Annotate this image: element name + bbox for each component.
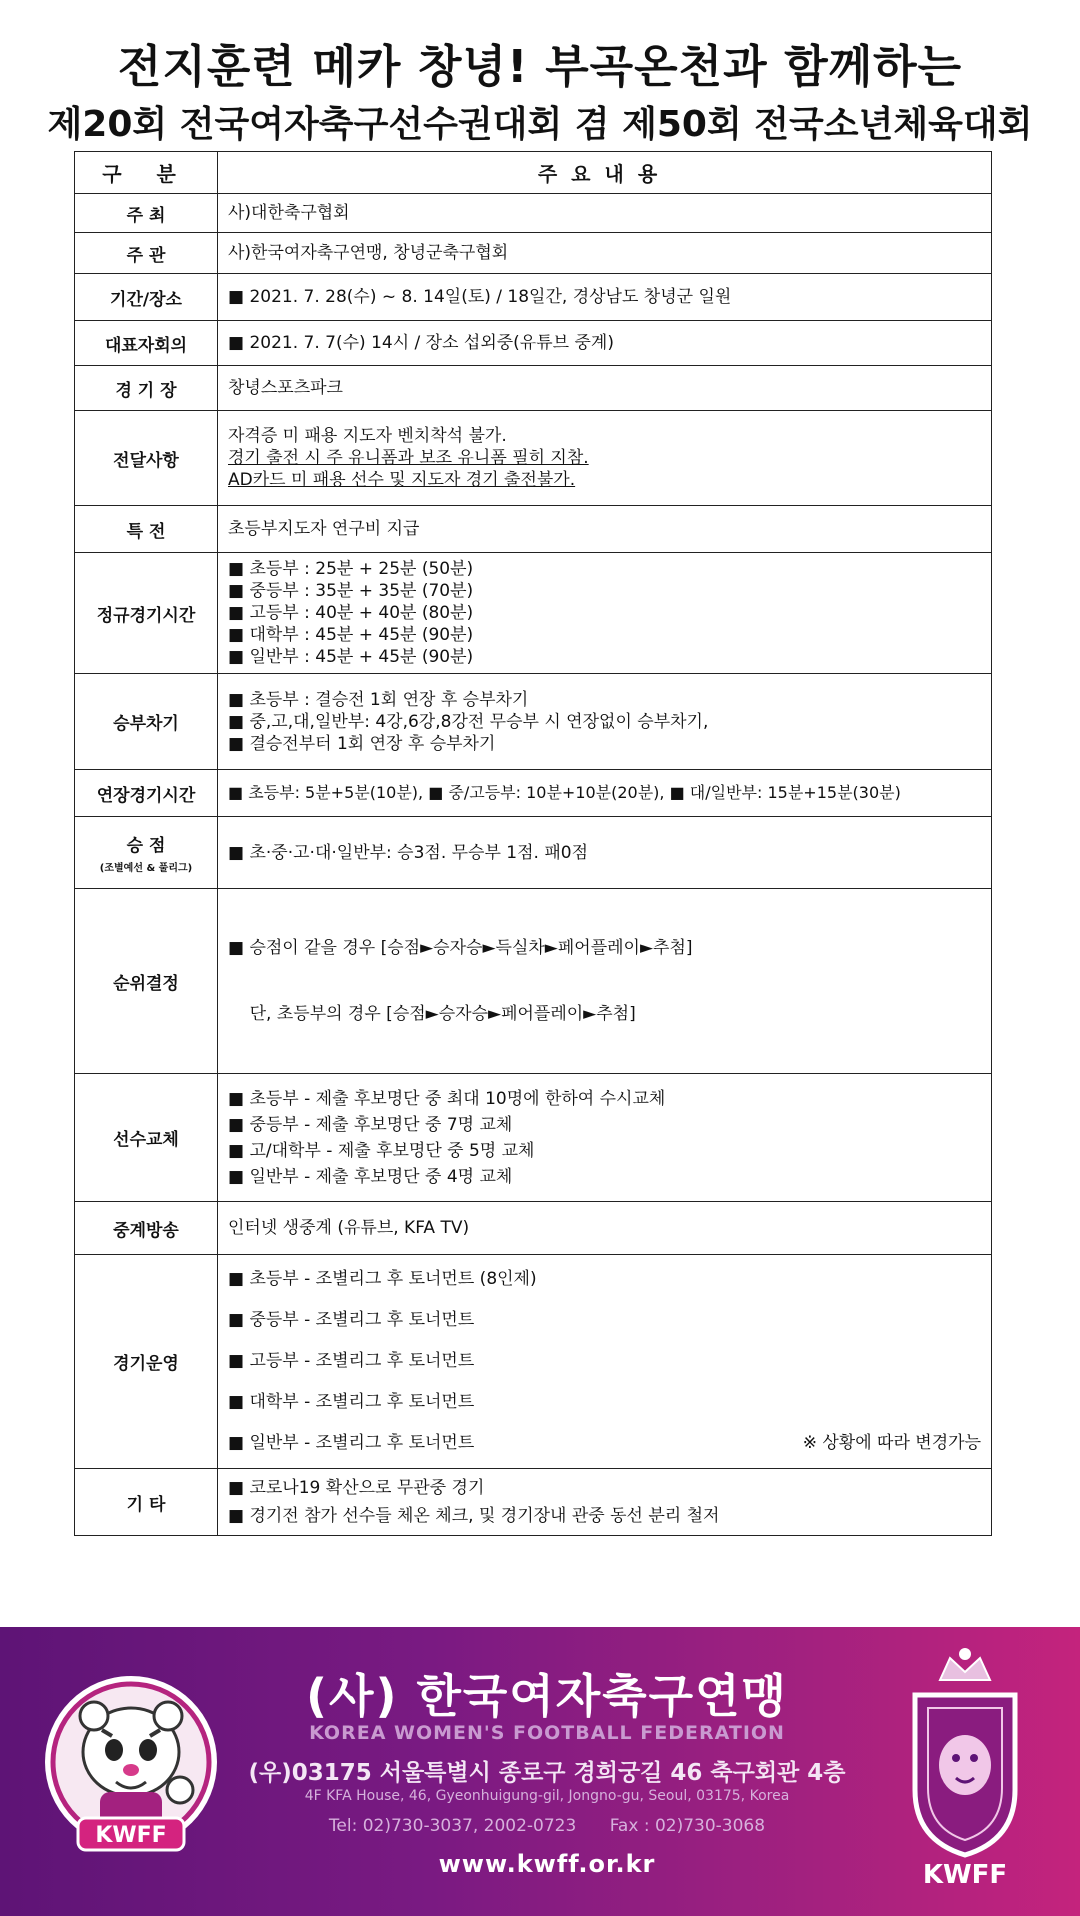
- row-line-text: ■ 일반부 - 조별리그 후 토너먼트: [228, 1433, 475, 1453]
- row-label: 기간/장소: [75, 274, 218, 321]
- row-content: [218, 889, 992, 1074]
- table-row: [75, 274, 992, 321]
- table-row: [75, 770, 992, 817]
- row-content: [218, 321, 992, 366]
- row-line: ■ 중,고,대,일반부: 4강,6강,8강전 무승부 시 연장없이 승부차기,: [228, 711, 709, 732]
- row-label: 경 기 장: [75, 366, 218, 411]
- row-line: 사)한국여자축구연맹, 창녕군축구협회: [228, 243, 509, 263]
- row-label: 전달사항: [75, 411, 218, 506]
- row-label: 순위결정: [75, 889, 218, 1074]
- row-line: 단, 초등부의 경우 [승점►승자승►페어플레이►추첨]: [228, 1004, 636, 1024]
- row-content: [218, 770, 992, 817]
- row-content: [218, 366, 992, 411]
- row-label: 중계방송: [75, 1202, 218, 1255]
- row-note: ※ 상황에 따라 변경가능: [802, 1433, 981, 1453]
- row-line: ■ 결승전부터 1회 연장 후 승부차기: [228, 733, 496, 754]
- emblem-badge-text: KWFF: [922, 1860, 1008, 1890]
- row-line: ■ 일반부 - 제출 후보명단 중 4명 교체: [228, 1166, 513, 1187]
- row-line: ■ 초등부 - 제출 후보명단 중 최대 10명에 한하여 수시교체: [228, 1088, 666, 1109]
- row-line: ■ 고/대학부 - 제출 후보명단 중 5명 교체: [228, 1140, 535, 1161]
- row-line: 창녕스포츠파크: [228, 378, 343, 398]
- federation-address-english: 4F KFA House, 46, Gyeonhuigung-gil, Jongno-gu, Seoul, 03175, Korea: [304, 1788, 790, 1804]
- federation-name: (사) 한국여자축구연맹: [306, 1669, 788, 1723]
- row-line: 초등부지도자 연구비 지급: [228, 519, 420, 539]
- row-content: [218, 674, 992, 770]
- row-label: 승부차기: [75, 674, 218, 770]
- row-line: 사)대한축구협회: [228, 203, 350, 223]
- mascot-badge-text: KWFF: [95, 1823, 167, 1848]
- row-content: [218, 1202, 992, 1255]
- table-row: [75, 1202, 992, 1255]
- table-row: [75, 674, 992, 770]
- table-row: [75, 889, 992, 1074]
- row-label: 특 전: [75, 506, 218, 553]
- table-row: [75, 411, 992, 506]
- federation-contact: [0, 1816, 1080, 1836]
- row-content: [218, 1074, 992, 1202]
- row-content: [218, 233, 992, 274]
- info-table: [74, 151, 992, 1536]
- table-row: [75, 1469, 992, 1536]
- row-line: ■ 초등부 - 조별리그 후 토너먼트 (8인제): [228, 1269, 537, 1289]
- row-line: ■ 중등부 - 조별리그 후 토너먼트: [228, 1310, 475, 1330]
- table-row: [75, 194, 992, 233]
- row-label: 주 관: [75, 233, 218, 274]
- row-line: ■ 승점이 같을 경우 [승점►승자승►득실차►페어플레이►추첨]: [228, 938, 693, 958]
- row-content: [218, 1255, 992, 1469]
- row-line: 인터넷 생중계 (유튜브, KFA TV): [228, 1218, 470, 1238]
- row-content: [218, 1469, 992, 1536]
- row-line: ■ 초등부: 5분+5분(10분), ■ 중/고등부: 10분+10분(20분), ■ 대/일반부: 15분+15분(30분): [228, 783, 901, 802]
- row-line: ■ 고등부 : 40분 + 40분 (80분): [228, 603, 474, 623]
- row-line: ■ 중등부 : 35분 + 35분 (70분): [228, 581, 474, 601]
- row-line: ■ 초등부 : 결승전 1회 연장 후 승부차기: [228, 689, 529, 710]
- row-line: ■ 대학부 : 45분 + 45분 (90분): [228, 625, 474, 645]
- row-line: ■ 2021. 7. 7(수) 14시 / 장소 섭외중(유튜브 중계): [228, 333, 614, 353]
- row-content: [218, 411, 992, 506]
- row-content: [218, 194, 992, 233]
- table-row: [75, 817, 992, 889]
- row-line: ■ 초·중·고·대·일반부: 승3점. 무승부 1점. 패0점: [228, 842, 589, 863]
- row-line: [228, 1423, 981, 1464]
- row-line: ■ 2021. 7. 28(수) ~ 8. 14일(토) / 18일간, 경상남도 창녕군 일원: [228, 287, 732, 307]
- row-line: ■ 일반부 : 45분 + 45분 (90분): [228, 647, 474, 667]
- row-label: 연장경기시간: [75, 770, 218, 817]
- table-header-row: [75, 152, 992, 194]
- row-label: 경기운영: [75, 1255, 218, 1469]
- table-row: [75, 506, 992, 553]
- table-row: [75, 1074, 992, 1202]
- federation-address: (우)03175 서울특별시 종로구 경희궁길 46 축구회관 4층: [248, 1760, 846, 1786]
- row-label: 정규경기시간: [75, 553, 218, 674]
- table-row: [75, 1255, 992, 1469]
- row-line: ■ 경기전 참가 선수들 체온 체크, 및 경기장내 관중 동선 분리 철저: [228, 1506, 720, 1526]
- row-line: ■ 코로나19 확산으로 무관중 경기: [228, 1478, 485, 1498]
- federation-website-link[interactable]: www.kwff.or.kr: [438, 1850, 656, 1878]
- title-line-1: 전지훈련 메카 창녕! 부곡온천과 함께하는: [117, 40, 963, 93]
- table-row: [75, 233, 992, 274]
- row-label: 주 최: [75, 194, 218, 233]
- row-label: 대표자회의: [75, 321, 218, 366]
- row-label: 선수교체: [75, 1074, 218, 1202]
- row-label: [75, 817, 218, 889]
- row-label: 기 타: [75, 1469, 218, 1536]
- row-content: [218, 274, 992, 321]
- row-line: ■ 대학부 - 조별리그 후 토너먼트: [228, 1392, 475, 1412]
- federation-name-english: KOREA WOMEN'S FOOTBALL FEDERATION: [309, 1722, 785, 1744]
- table-row: [75, 553, 992, 674]
- row-line: 경기 출전 시 주 유니폼과 보조 유니폼 필히 지참.: [228, 448, 589, 468]
- row-line: ■ 초등부 : 25분 + 25분 (50분): [228, 559, 474, 579]
- row-line: AD카드 미 패용 선수 및 지도자 경기 출전불가.: [228, 470, 576, 490]
- header-label: 구 분: [75, 152, 218, 194]
- header-content: 주요내용: [218, 152, 992, 194]
- table-row: [75, 366, 992, 411]
- row-line: 자격증 미 패용 지도자 벤치착석 불가.: [228, 426, 507, 446]
- row-content: [218, 506, 992, 553]
- federation-tel: Tel: 02)730-3037, 2002-0723: [328, 1816, 577, 1836]
- row-label-main: 승 점: [126, 836, 166, 856]
- row-content: [218, 817, 992, 889]
- row-content: [218, 553, 992, 674]
- row-line: ■ 고등부 - 조별리그 후 토너먼트: [228, 1351, 475, 1371]
- table-row: [75, 321, 992, 366]
- title-line-2: 제20회 전국여자축구선수권대회 겸 제50회 전국소년체육대회: [47, 104, 1033, 145]
- federation-fax: Fax : 02)730-3068: [609, 1816, 766, 1836]
- row-sublabel: (조별예선 & 풀리그): [99, 863, 193, 874]
- row-line: ■ 중등부 - 제출 후보명단 중 7명 교체: [228, 1114, 513, 1135]
